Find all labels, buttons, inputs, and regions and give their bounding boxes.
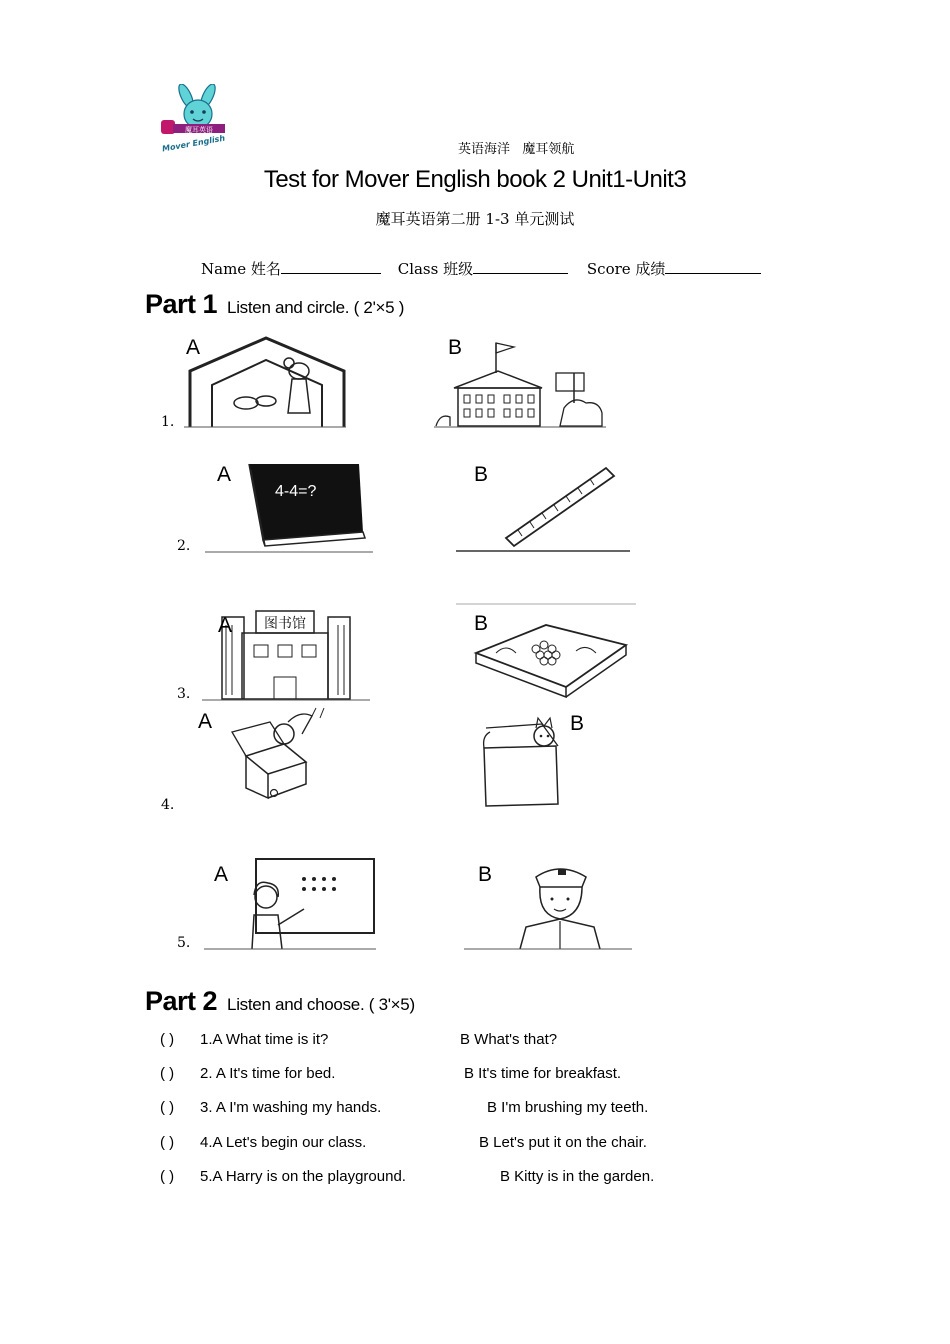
option-a-text: 4.A Let's begin our class.: [200, 1134, 367, 1151]
option-b-text: B I'm brushing my teeth.: [487, 1099, 649, 1116]
q1-option-a-picture[interactable]: [184, 333, 346, 428]
option-b-text: B Let's put it on the chair.: [479, 1134, 647, 1151]
logo-text: Mover English: [161, 133, 226, 154]
page-subtitle: 魔耳英语第二册 1-3 单元测试: [375, 210, 575, 228]
q4-option-a-picture[interactable]: [188, 704, 358, 800]
q4-option-b-picture[interactable]: [446, 706, 612, 810]
question-number: 5.: [177, 935, 191, 951]
option-a-label: A: [218, 614, 233, 637]
logo-chinese-text: 魔耳英语: [185, 126, 213, 134]
slogan: 英语海洋 魔耳领航: [458, 142, 575, 157]
option-a-label: A: [198, 710, 213, 733]
option-a-label: A: [217, 463, 232, 486]
part1-label: Part 1: [145, 289, 218, 319]
part1-instruction: Listen and circle. ( 2'×5 ): [227, 298, 405, 317]
option-a-label: A: [214, 863, 229, 886]
score-field[interactable]: [665, 259, 761, 274]
class-label: Class 班级: [397, 260, 474, 278]
answer-bracket[interactable]: ( ): [160, 1168, 175, 1185]
library-sign: 图书馆: [264, 616, 306, 632]
option-a-text: 5.A Harry is on the playground.: [200, 1168, 406, 1185]
name-label: Name 姓名: [201, 260, 281, 278]
part2-instruction: Listen and choose. ( 3'×5): [227, 995, 415, 1014]
q5-option-b-picture[interactable]: [464, 855, 632, 950]
q2-option-a-picture[interactable]: [205, 458, 373, 553]
option-b-label: B: [474, 612, 489, 635]
option-b-text: B What's that?: [460, 1031, 558, 1048]
option-b-text: B Kitty is in the garden.: [500, 1168, 655, 1185]
option-b-text: B It's time for breakfast.: [464, 1065, 622, 1082]
score-label: Score 成绩: [586, 260, 666, 278]
question-number: 3.: [177, 686, 191, 702]
option-b-label: B: [448, 336, 463, 359]
q5-option-a-picture[interactable]: [204, 855, 376, 950]
class-field[interactable]: [473, 259, 568, 274]
question-number: 4.: [161, 797, 175, 813]
part2-label: Part 2: [145, 986, 218, 1016]
blackboard-equation: 4-4=?: [275, 483, 317, 500]
name-field[interactable]: [281, 259, 381, 274]
option-b-label: B: [474, 463, 489, 486]
question-number: 2.: [177, 538, 191, 554]
option-b-label: B: [570, 712, 585, 735]
q2-option-b-picture[interactable]: [456, 458, 630, 553]
option-b-label: B: [478, 863, 493, 886]
answer-bracket[interactable]: ( ): [160, 1099, 175, 1116]
answer-bracket[interactable]: ( ): [160, 1031, 175, 1048]
page-title: Test for Mover English book 2 Unit1-Unit3: [263, 166, 687, 193]
q3-option-a-picture[interactable]: [202, 605, 370, 701]
q1-option-b-picture[interactable]: [434, 333, 606, 428]
answer-bracket[interactable]: ( ): [160, 1065, 175, 1082]
option-a-label: A: [186, 336, 201, 359]
part1-heading: [145, 289, 404, 320]
question-number: 1.: [161, 414, 175, 430]
option-a-text: 3. A I'm washing my hands.: [200, 1099, 382, 1116]
part2-heading: [145, 986, 415, 1017]
q3-option-b-picture[interactable]: [456, 603, 636, 701]
option-a-text: 1.A What time is it?: [200, 1031, 329, 1048]
option-a-text: 2. A It's time for bed.: [200, 1065, 336, 1082]
answer-bracket[interactable]: ( ): [160, 1134, 175, 1151]
student-info-line: [201, 258, 761, 279]
mover-english-logo: [158, 84, 228, 154]
